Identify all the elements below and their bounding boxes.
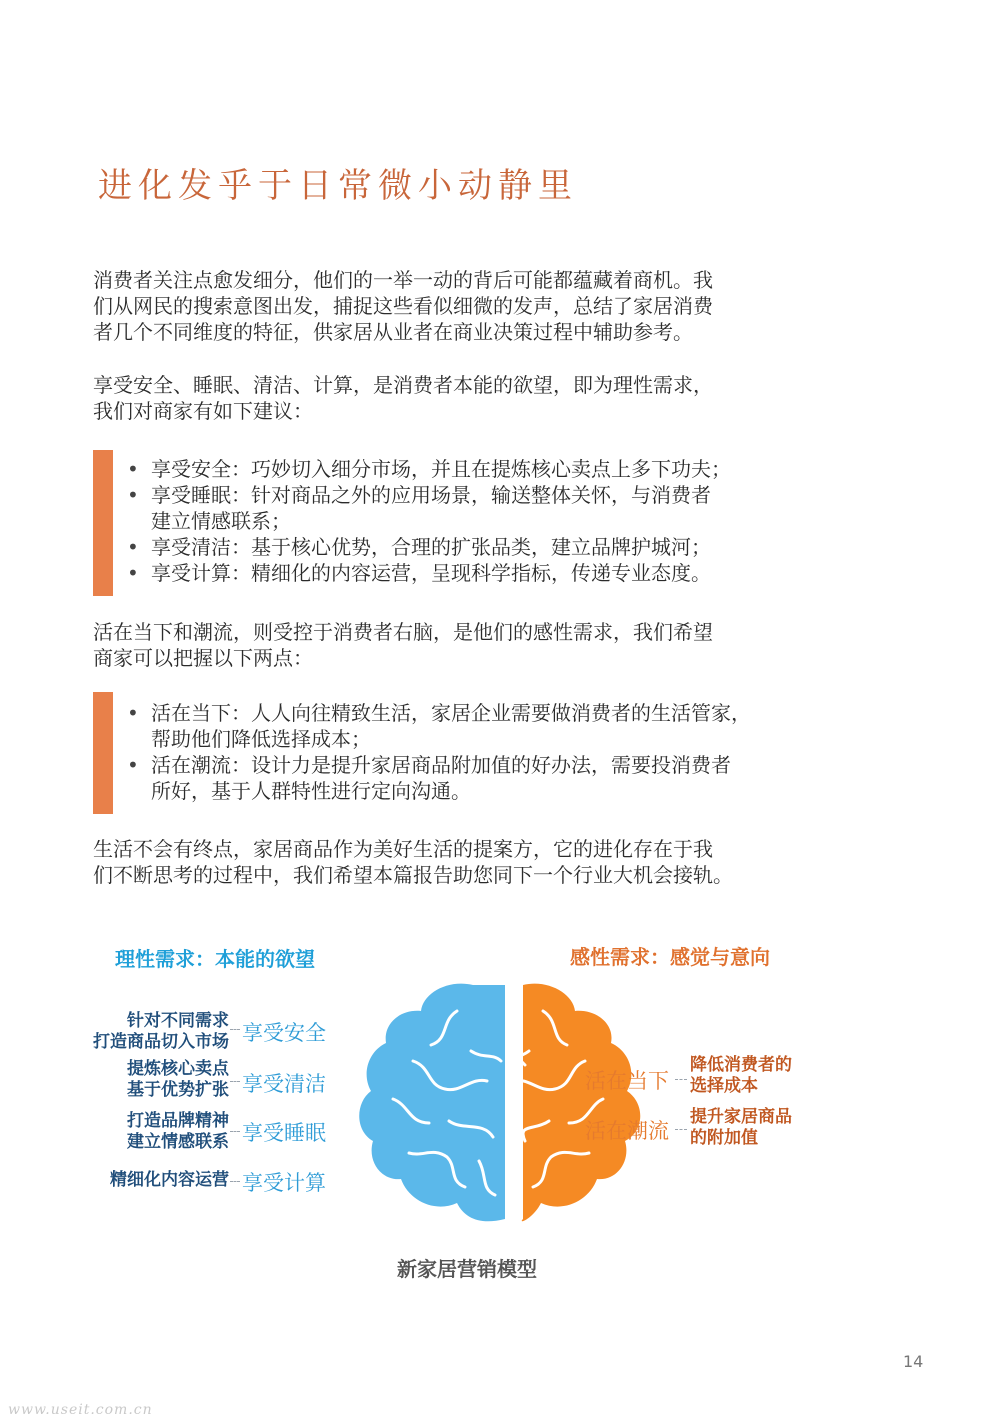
left-note bbox=[93, 1011, 229, 1053]
left-note-line: 打造商品切入市场 bbox=[93, 1032, 229, 1052]
emotional-intro-line: 活在当下和潮流，则受控于消费者右脑，是他们的感性需求，我们希望 bbox=[93, 620, 713, 644]
intro-line: 消费者关注点愈发细分，他们的一举一动的背后可能都蕴藏着商机。我 bbox=[93, 268, 713, 292]
list-item bbox=[123, 700, 823, 752]
list-item-text: 活在潮流：设计力是提升家居商品附加值的好办法，需要投消费者 bbox=[151, 753, 731, 777]
right-note-line: 降低消费者的 bbox=[690, 1055, 792, 1075]
left-item-label: 享受清洁 bbox=[242, 1072, 326, 1096]
accent-bar bbox=[93, 450, 113, 596]
connector-line bbox=[230, 1029, 240, 1030]
right-note-line: 提升家居商品 bbox=[690, 1107, 792, 1127]
list-item-text: 享受计算：精细化的内容运营，呈现科学指标，传递专业态度。 bbox=[151, 561, 711, 585]
closing-paragraph bbox=[93, 836, 793, 888]
page-title: 进化发乎于日常微小动静里 bbox=[98, 166, 578, 206]
left-note-line: 建立情感联系 bbox=[127, 1132, 229, 1152]
page-number: 14 bbox=[903, 1352, 924, 1371]
left-item-label: 享受睡眠 bbox=[242, 1121, 326, 1145]
list-item bbox=[123, 456, 803, 482]
list-item-text: 享受睡眠：针对商品之外的应用场景，输送整体关怀，与消费者 bbox=[151, 483, 711, 507]
right-note bbox=[690, 1055, 792, 1097]
marketing-model-diagram bbox=[70, 925, 870, 1295]
list-item bbox=[123, 534, 803, 560]
rational-suggestions-box bbox=[93, 450, 813, 596]
right-note-line: 选择成本 bbox=[690, 1076, 758, 1096]
brain-icon bbox=[353, 981, 675, 1227]
list-item-text: 建立情感联系； bbox=[151, 509, 291, 533]
emotional-suggestions-box bbox=[93, 692, 823, 814]
emotional-list bbox=[123, 700, 823, 804]
list-item-text: 帮助他们降低选择成本； bbox=[151, 727, 371, 751]
connector-line bbox=[230, 1131, 240, 1132]
list-item-text: 享受清洁：基于核心优势，合理的扩张品类，建立品牌护城河； bbox=[151, 535, 711, 559]
intro-paragraph bbox=[93, 267, 793, 345]
list-item-text: 所好，基于人群特性进行定向沟通。 bbox=[151, 779, 471, 803]
left-note-line: 精细化内容运营 bbox=[110, 1170, 229, 1190]
list-item bbox=[123, 482, 803, 534]
connector-line bbox=[230, 1081, 240, 1082]
right-heading: 感性需求：感觉与意向 bbox=[570, 945, 770, 969]
emotional-intro-line: 商家可以把握以下两点： bbox=[93, 646, 313, 670]
list-item-text: 活在当下：人人向往精致生活，家居企业需要做消费者的生活管家， bbox=[151, 701, 751, 725]
left-note bbox=[127, 1059, 229, 1101]
left-note-line: 打造品牌精神 bbox=[127, 1111, 229, 1131]
left-heading: 理性需求：本能的欲望 bbox=[115, 947, 315, 971]
left-note-line: 提炼核心卖点 bbox=[127, 1059, 229, 1079]
left-item-label: 享受计算 bbox=[242, 1171, 326, 1195]
connector-line bbox=[675, 1079, 687, 1080]
connector-line bbox=[675, 1129, 687, 1130]
watermark: www.useit.com.cn bbox=[8, 1402, 153, 1418]
connector-line bbox=[230, 1181, 240, 1182]
closing-line: 们不断思考的过程中，我们希望本篇报告助您同下一个行业大机会接轨。 bbox=[93, 863, 733, 887]
rational-intro-line: 我们对商家有如下建议： bbox=[93, 399, 313, 423]
accent-bar bbox=[93, 692, 113, 814]
diagram-caption: 新家居营销模型 bbox=[397, 1257, 537, 1281]
right-item-label: 活在潮流 bbox=[585, 1119, 669, 1143]
left-note-line: 基于优势扩张 bbox=[127, 1080, 229, 1100]
right-note-line: 的附加值 bbox=[690, 1128, 758, 1148]
right-item-label: 活在当下 bbox=[585, 1069, 669, 1093]
right-note bbox=[690, 1107, 792, 1149]
emotional-intro-paragraph bbox=[93, 619, 793, 671]
left-note bbox=[127, 1111, 229, 1153]
left-note bbox=[110, 1170, 229, 1191]
list-item bbox=[123, 560, 803, 586]
list-item-text: 享受安全：巧妙切入细分市场，并且在提炼核心卖点上多下功夫； bbox=[151, 457, 731, 481]
intro-line: 们从网民的搜索意图出发，捕捉这些看似细微的发声，总结了家居消费 bbox=[93, 294, 713, 318]
rational-intro-line: 享受安全、睡眠、清洁、计算，是消费者本能的欲望，即为理性需求， bbox=[93, 373, 713, 397]
rational-intro-paragraph bbox=[93, 372, 793, 424]
left-note-line: 针对不同需求 bbox=[127, 1011, 229, 1031]
rational-list bbox=[123, 456, 803, 586]
list-item bbox=[123, 752, 823, 804]
intro-line: 者几个不同维度的特征，供家居从业者在商业决策过程中辅助参考。 bbox=[93, 320, 693, 344]
closing-line: 生活不会有终点，家居商品作为美好生活的提案方，它的进化存在于我 bbox=[93, 837, 713, 861]
left-item-label: 享受安全 bbox=[242, 1021, 326, 1045]
